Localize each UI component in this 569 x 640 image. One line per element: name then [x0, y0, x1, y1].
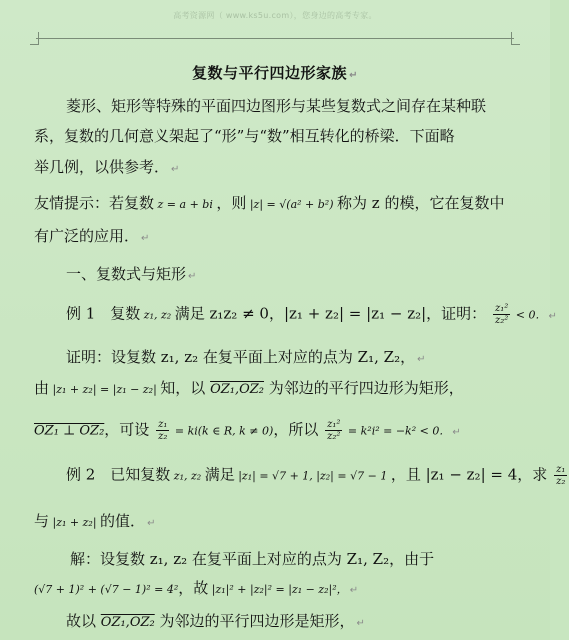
proof-1-line-1: 证明：设复数 z₁, z₂ 在复平面上对应的点为 Z₁, Z₂， ↵	[66, 348, 426, 366]
header-watermark: 高考资源网（ www.ks5u.com），您身边的高考专家。	[173, 11, 377, 20]
intro-line-1: 菱形、矩形等特殊的平面四边图形与某些复数式之间存在某种联	[66, 97, 487, 115]
fraction-proof-2: $\frac{\text{z₁²}}{\text{z₂²}}$	[327, 419, 341, 442]
proof-1-line-3: OZ₁ ⊥ OZ₂，可设 $\frac{\text{z₁}}{\text{z₂}}$ = ki(k ∈ R, k ≠ 0)，所以 $\frac{\text{z₁²}}{\text{z₂²}}$ = k²i² = −k² < 0． ↵	[34, 419, 461, 442]
hint-line-1: 友情提示：若复数 z = a + bi ，则 |z| = √(a² + b²) 称为 z 的模，它在复数中	[34, 194, 505, 212]
intro-line-2: 系，复数的几何意义架起了“形”与“数”相互转化的桥梁．下面略	[34, 127, 455, 145]
example-2-line-2: 与 |z₁ + z₂| 的值． ↵	[34, 512, 156, 530]
solution-2-line-3: 故以 OZ₁,OZ₂ 为邻边的平行四边形是矩形， ↵	[66, 612, 365, 630]
fraction-ex2: $\frac{\text{z₁}}{\text{z₂}}$	[556, 464, 566, 487]
header-rule	[36, 38, 514, 39]
proof-1-line-2: 由 |z₁ + z₂| = |z₁ − z₂| 知，以 OZ₁,OZ₂ 为邻边的平行四边形为矩形，	[34, 379, 464, 397]
hint-line-2: 有广泛的应用． ↵	[34, 227, 150, 245]
fraction-proof: $\frac{\text{z₁}}{\text{z₂}}$	[158, 419, 168, 442]
header-corner-right	[511, 32, 520, 45]
intro-line-3: 举几例，以供参考． ↵	[34, 158, 180, 176]
solution-2-line-2: (√7 + 1)² + (√7 − 1)² = 4²，故 |z₁|² + |z₂|² = |z₁ − z₂|²， ↵	[34, 579, 359, 597]
doc-title: 复数与平行四边形家族 ↵	[192, 64, 358, 82]
section-heading: 一、复数式与矩形 ↵	[66, 265, 197, 283]
example-1: 例 1 复数 z₁, z₂ 满足 z₁z₂ ≠ 0，|z₁ + z₂| = |z₁ − z₂|，证明： $\frac{\text{z₁²}}{\text{z₂²}}$ < 0． ↵	[66, 303, 557, 326]
fraction-ex1: $\frac{\text{z₁²}}{\text{z₂²}}$	[494, 303, 509, 326]
return-mark: ↵	[349, 70, 358, 81]
solution-2-line-1: 解：设复数 z₁, z₂ 在复平面上对应的点为 Z₁, Z₂，由于	[70, 550, 435, 568]
example-2-line-1: 例 2 已知复数 z₁, z₂ 满足 |z₁| = √7 + 1, |z₂| = √7 − 1 ，且 |z₁ − z₂| = 4，求 $\frac{\text{z₁}}{\text{z₂}}$	[66, 464, 566, 487]
